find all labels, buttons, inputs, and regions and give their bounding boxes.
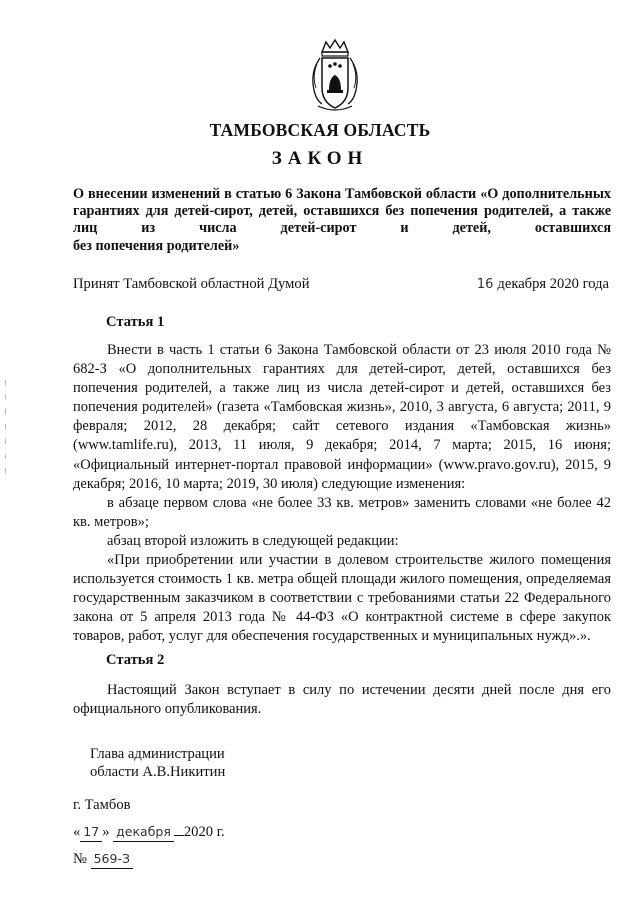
- quote-open: «: [73, 824, 81, 840]
- number-prefix: №: [73, 851, 87, 867]
- adoption-date-rest: декабря 2020 года: [497, 276, 609, 292]
- article-1-paragraph: в абзаце первом слова «не более 33 кв. метров» заменить словами «не более 42 кв. метров»;: [73, 494, 611, 530]
- law-number-field: [91, 851, 133, 869]
- article-1-heading: Статья 1: [106, 314, 165, 330]
- signing-date: [73, 824, 225, 842]
- signing-day-field: [80, 824, 102, 842]
- region-heading: ТАМБОВСКАЯ ОБЛАСТЬ: [209, 120, 431, 140]
- article-1-paragraph: Внести в часть 1 статьи 6 Закона Тамбовской области от 23 июля 2010 года № 682-З «О дополнительных гарантиях для детей-сирот, детей, оставшихся без попечения родителей, а также лиц из числа детей-сирот и детей, оставшихся без попечения родителей» (газета «Тамбовская жизнь», 2010, 3 августа, 6 августа; 2011, 9 февраля; 2012, 28 декабря; сайт сетевого издания «Тамбовская жизнь» (www.tamlife.ru), 2013, 11 июля, 9 декабря; 2014, 7 марта; 2015, 16 июня; «Официальный интернет-портал правовой информации» (www.pravo.gov.ru), 2015, 9 декабря; 2016, 10 марта; 2019, 30 июля) следующие изменения:: [73, 342, 611, 492]
- signature-name: области А.В.Никитин: [90, 764, 226, 780]
- article-1-paragraph: абзац второй изложить в следующей редакции:: [107, 532, 399, 549]
- article-1-paragraph: «При приобретении или участии в долевом строительстве жилого помещения используется стоимость 1 кв. метра общей площади жилого помещения, определяемая государственным заказчиком в соответствии с требованиями статьи 22 Федерального закона от 5 апреля 2013 года № 44-ФЗ «О контрактной системе в сфере закупок товаров, работ, услуг для обеспечения государственных и муниципальных нужд».».: [73, 552, 611, 645]
- signing-month-field: [113, 824, 174, 842]
- signing-month-handwritten: декабря: [116, 824, 171, 839]
- law-title-line: «О дополнительных гарантиях для детей-сирот, детей, оставшихся без: [73, 186, 611, 220]
- signature-block: [90, 745, 225, 781]
- adoption-day-handwritten: 16: [476, 277, 494, 292]
- signing-day-handwritten: 17: [83, 824, 100, 839]
- scan-margin-marks: [4, 380, 8, 480]
- signing-month-gap: [174, 835, 184, 836]
- signature-title: Глава администрации: [90, 746, 225, 762]
- law-title: [73, 186, 611, 255]
- law-title-line: О внесении изменений в статью 6 Закона Тамбовской области: [73, 186, 477, 202]
- law-number-handwritten: 569-З: [93, 851, 130, 866]
- article-2-heading: Статья 2: [106, 652, 165, 668]
- adoption-line: [73, 275, 611, 293]
- article-2-paragraph: Настоящий Закон вступает в силу по истечении десяти дней после дня его официального опубликования.: [73, 682, 611, 718]
- law-number: [73, 851, 133, 869]
- article-1-body: [73, 341, 611, 647]
- coat-of-arms-emblem: [308, 38, 362, 114]
- law-title-line: без попечения родителей»: [73, 237, 240, 254]
- signing-year: 2020 г.: [183, 824, 225, 840]
- adopted-by: Принят Тамбовской областной Думой: [73, 276, 310, 292]
- place-of-signing: г. Тамбов: [73, 797, 131, 813]
- law-title-line: попечения родителей, а также лиц из числа детей-сирот и детей, оставшихся: [73, 203, 612, 237]
- document-type-heading: ЗАКОН: [271, 148, 369, 169]
- article-2-body: [73, 681, 611, 719]
- adoption-date: [477, 275, 609, 294]
- quote-close: »: [102, 824, 110, 840]
